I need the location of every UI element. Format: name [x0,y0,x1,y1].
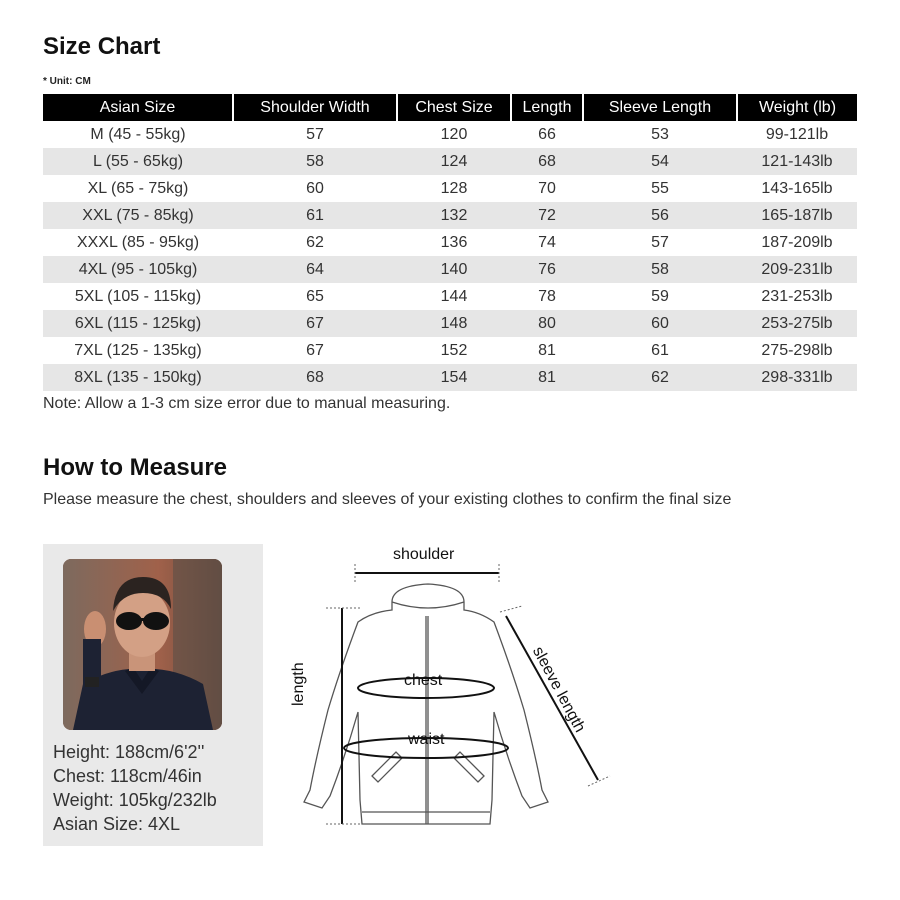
table-row [43,283,857,310]
cell-weight: 231-253lb [737,283,857,310]
cell-length: 72 [511,202,583,229]
measure-instructions: Please measure the chest, shoulders and sleeves of your existing clothes to confirm the final size [43,491,732,508]
cell-shoulder-width: 60 [233,175,397,202]
model-weight: Weight: 105kg/232lb [53,790,217,810]
cell-weight: 275-298lb [737,337,857,364]
cell-sleeve-length: 53 [583,121,737,148]
header-weight: Weight (lb) [737,94,857,121]
cell-shoulder-width: 67 [233,310,397,337]
cell-length: 78 [511,283,583,310]
header-asian-size: Asian Size [43,94,233,121]
cell-length: 68 [511,148,583,175]
header-chest-size: Chest Size [397,94,511,121]
model-height: Height: 188cm/6'2'' [53,742,205,762]
cell-length: 66 [511,121,583,148]
model-chest: Chest: 118cm/46in [53,766,202,786]
cell-asian-size: M (45 - 55kg) [43,121,233,148]
cell-sleeve-length: 54 [583,148,737,175]
cell-sleeve-length: 60 [583,310,737,337]
length-label: length [290,662,307,706]
cell-chest-size: 136 [397,229,511,256]
chest-label: chest [404,672,443,689]
cell-sleeve-length: 57 [583,229,737,256]
table-row [43,364,857,391]
table-row [43,229,857,256]
size-chart-body [43,121,857,391]
table-row [43,148,857,175]
cell-asian-size: 7XL (125 - 135kg) [43,337,233,364]
cell-length: 76 [511,256,583,283]
table-row [43,175,857,202]
cell-shoulder-width: 65 [233,283,397,310]
cell-chest-size: 144 [397,283,511,310]
cell-chest-size: 148 [397,310,511,337]
cell-chest-size: 128 [397,175,511,202]
table-row [43,202,857,229]
how-to-measure-title: How to Measure [43,454,228,481]
cell-asian-size: 8XL (135 - 150kg) [43,364,233,391]
cell-shoulder-width: 61 [233,202,397,229]
measurement-note: Note: Allow a 1-3 cm size error due to manual measuring. [43,395,451,412]
model-card [43,544,263,846]
header-sleeve-length: Sleeve Length [583,94,737,121]
header-length: Length [511,94,583,121]
shoulder-label: shoulder [393,546,455,563]
waist-label: waist [408,731,445,748]
cell-sleeve-length: 56 [583,202,737,229]
cell-asian-size: 5XL (105 - 115kg) [43,283,233,310]
cell-asian-size: 4XL (95 - 105kg) [43,256,233,283]
cell-chest-size: 152 [397,337,511,364]
cell-weight: 165-187lb [737,202,857,229]
cell-sleeve-length: 59 [583,283,737,310]
cell-weight: 121-143lb [737,148,857,175]
cell-shoulder-width: 68 [233,364,397,391]
cell-sleeve-length: 62 [583,364,737,391]
cell-shoulder-width: 58 [233,148,397,175]
cell-weight: 209-231lb [737,256,857,283]
cell-asian-size: XL (65 - 75kg) [43,175,233,202]
model-stats [53,740,217,836]
cell-weight: 187-209lb [737,229,857,256]
size-chart-table [43,94,857,391]
cell-chest-size: 120 [397,121,511,148]
jacket-outline [280,540,620,840]
cell-sleeve-length: 61 [583,337,737,364]
cell-length: 81 [511,337,583,364]
cell-shoulder-width: 62 [233,229,397,256]
cell-asian-size: L (55 - 65kg) [43,148,233,175]
size-chart-title: Size Chart [43,33,161,60]
cell-weight: 99-121lb [737,121,857,148]
table-row [43,310,857,337]
cell-length: 81 [511,364,583,391]
model-asian-size: Asian Size: 4XL [53,814,181,834]
cell-weight: 253-275lb [737,310,857,337]
cell-sleeve-length: 55 [583,175,737,202]
cell-weight: 143-165lb [737,175,857,202]
table-row [43,121,857,148]
cell-length: 74 [511,229,583,256]
sleeve-length-label: sleeve length [528,644,589,736]
cell-chest-size: 132 [397,202,511,229]
cell-length: 80 [511,310,583,337]
cell-asian-size: 6XL (115 - 125kg) [43,310,233,337]
cell-sleeve-length: 58 [583,256,737,283]
cell-shoulder-width: 67 [233,337,397,364]
table-row [43,256,857,283]
cell-weight: 298-331lb [737,364,857,391]
cell-asian-size: XXXL (85 - 95kg) [43,229,233,256]
cell-chest-size: 124 [397,148,511,175]
cell-asian-size: XXL (75 - 85kg) [43,202,233,229]
jacket-measure-diagram [280,540,620,840]
cell-shoulder-width: 57 [233,121,397,148]
cell-shoulder-width: 64 [233,256,397,283]
model-photo [63,559,222,730]
table-row [43,337,857,364]
cell-chest-size: 154 [397,364,511,391]
table-header-row [43,94,857,121]
unit-note: * Unit: CM [43,76,91,87]
cell-chest-size: 140 [397,256,511,283]
cell-length: 70 [511,175,583,202]
header-shoulder-width: Shoulder Width [233,94,397,121]
